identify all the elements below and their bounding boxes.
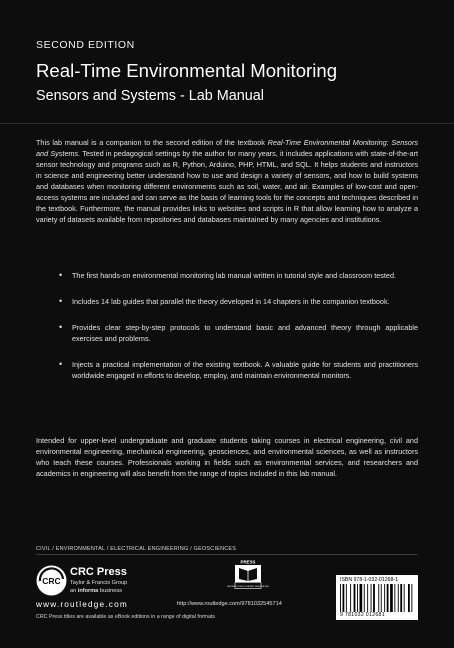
informa-brand: informa <box>77 588 99 594</box>
intro-text-rest: Tested in pedagogical settings by the author for many years, it includes applications with state-of-the-art sensor technology and programs such as R, Python, Arduino, PHP, HTML, and SQL. It helps students and instructors in science and engineering better understand how to use and design a variety of sensors, and how to build systems and databases when monitoring different environments such as soil, water, and air. Examples of low-cost and open-access systems are included and can serve as the basis of learning tools for the concepts and techniques described in the textbook. Furthermore, the manual provides links to websites and scripts in R that allow learning how to analyze a variety of datasets available from repositories and databases maintained by many agencies and institutions. <box>36 149 418 225</box>
barcode-bar <box>381 584 382 612</box>
barcode-bar <box>364 584 365 612</box>
feature-item: • Provides clear step-by-step protocols to understand basic and advanced theory through applicable exercises and problems. <box>72 322 418 344</box>
barcode-bar <box>390 584 393 612</box>
barcode-bar <box>408 584 410 612</box>
publisher-group: Taylor & Francis Group <box>70 580 128 586</box>
barcode-bar <box>398 584 399 612</box>
intro-text-start: This lab manual is a companion to the second edition of the textbook <box>36 138 268 147</box>
feature-list <box>72 270 418 396</box>
barcode-bar <box>340 584 341 612</box>
business-prefix: an <box>70 588 78 594</box>
barcode-bar <box>400 584 402 612</box>
barcode-bar <box>346 584 347 612</box>
intro-book-title: Real-Time Environmental Monitoring: Sensors and Systems. <box>36 138 418 159</box>
feature-item: • Injects a practical implementation of the existing textbook. A valuable guide for students and practitioners worldwide engaged in efforts to develop, employ, and maintain environmental monitors. <box>72 359 418 381</box>
publisher-website[interactable]: www.routledge.com <box>36 600 128 609</box>
barcode-bar <box>384 584 385 612</box>
edition-label: SECOND EDITION <box>36 39 135 51</box>
press-logo-label: PRESS <box>240 559 256 565</box>
barcode-bar <box>378 584 379 612</box>
resources-press-icon <box>227 559 269 589</box>
crc-logo-icon <box>36 565 67 596</box>
barcode-bar <box>404 584 405 612</box>
header-divider <box>0 123 454 124</box>
subject-categories: CIVIL / ENVIRONMENTAL / ELECTRICAL ENGINEERING / GEOSCIENCES <box>36 546 237 552</box>
barcode-bar <box>371 584 372 612</box>
book-subtitle: Sensors and Systems - Lab Manual <box>36 88 264 104</box>
audience-paragraph: Intended for upper-level undergraduate and graduate students taking courses in electrical engineering, civil and environmental engineering, mechanical engineering, geosciences, and environmental sciences, as well as instructors who teach these courses. Professionals working in fields such as environmental services, and researchers and academics in engineering will also benefit from the range of topics included in this lab manual. <box>36 436 418 479</box>
barcode-bar <box>360 584 363 612</box>
barcode-bar <box>367 584 368 612</box>
barcode-bar <box>387 584 389 612</box>
feature-item: • The first hands-on environmental monitoring lab manual written in tutorial style and classroom tested. <box>72 270 418 281</box>
business-suffix: business <box>98 588 122 594</box>
barcode-number: 9 781032 012681 <box>340 612 385 618</box>
barcode-bar <box>373 584 375 612</box>
publisher-business <box>70 588 122 594</box>
barcode-bar <box>411 584 412 612</box>
barcode-graphic <box>340 584 414 612</box>
subject-divider <box>36 554 418 555</box>
press-logo-caption: INSTRUCTOR & STUDENT RESOURCES <box>227 585 269 588</box>
barcode-bar <box>343 584 345 612</box>
barcode-bar <box>357 584 358 612</box>
ebook-availability-note: CRC Press titles are available as eBook editions in a range of digital formats <box>36 614 216 620</box>
book-web-link[interactable]: http://www.routledge.com/9781032545714 <box>177 601 282 607</box>
publisher-name: CRC Press <box>70 566 127 578</box>
barcode-bar <box>394 584 395 612</box>
crc-logo-text: CRC <box>42 576 61 586</box>
barcode-bar <box>354 584 356 612</box>
isbn-text: ISBN 978-1-032-01268-1 <box>340 577 398 583</box>
barcode-bar <box>350 584 351 612</box>
book-title: Real-Time Environmental Monitoring <box>36 60 338 81</box>
isbn-barcode-box <box>336 575 418 620</box>
intro-paragraph <box>36 137 418 225</box>
feature-item: • Includes 14 lab guides that parallel the theory developed in 14 chapters in the companion textbook. <box>72 296 418 307</box>
